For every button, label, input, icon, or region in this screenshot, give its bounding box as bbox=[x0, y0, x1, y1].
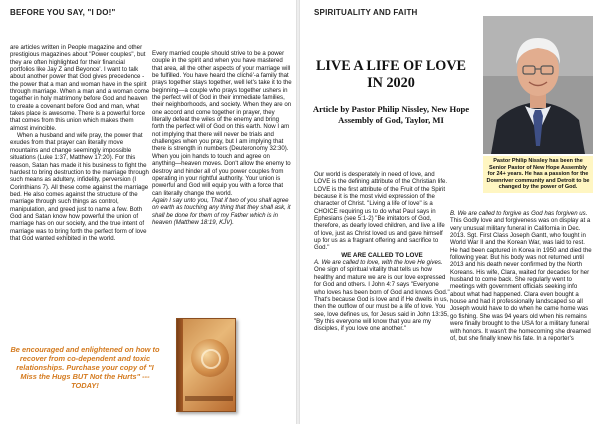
left-column-1 bbox=[10, 44, 150, 242]
right-column-1 bbox=[314, 171, 450, 333]
portrait-illustration bbox=[483, 16, 593, 154]
running-head-left: BEFORE YOU SAY, "I DO!" bbox=[10, 8, 116, 17]
book-art-ring bbox=[201, 349, 221, 369]
running-head-right: SPIRITUALITY AND FAITH bbox=[314, 8, 418, 17]
scripture-quote: Again I say unto you, That if two of you shall agree on earth as touching any thing that they shall ask, it shall be done for them of my Father which is in heaven (Matthew 18:19, KJV). bbox=[152, 196, 291, 226]
paragraph: are articles written in People magazine and other prestigious magazines about "Power couples", but they are often highlighted for their financial portfolios like Jay Z and Beyonce'. I want to talk about another power that God gives precedence -the power that a man and woman have in the spirit through marriage. When a man and a woman come together in holy matrimony before God and heaven to create a covenant before God and man, what takes place is awesome. There is a powerful force that comes from this union which makes them almost invincible. bbox=[10, 44, 150, 132]
article-title: LIVE A LIFE OF LOVE IN 2020 bbox=[315, 58, 467, 91]
book-band bbox=[185, 396, 233, 401]
photo-caption: Pastor Philip Nissley has been the Senior Pastor of New Hope Assembly for 24+ years. He has a passion for the Downriver community and Detroit to be changed by the power of God. bbox=[483, 156, 593, 193]
book-promo-text: Be encouraged and enlightened on how to recover from co-dependent and toxic relationships. Purchase your copy of "I Miss the Hugs BUT Not the Hurts" --- TODAY! bbox=[10, 345, 160, 390]
right-page bbox=[300, 0, 600, 424]
point-b-heading: B. We are called to forgive as God has forgiven us. bbox=[450, 210, 588, 217]
left-page bbox=[0, 0, 296, 424]
book-spine bbox=[177, 319, 183, 411]
paragraph: Our world is desperately in need of love, and LOVE is the defining attribute of the Christian life. LOVE is the first attribute of the Fruit of the Spirit because it is the most vivid expression of the character of Christ. "Living a life of love" is a CHOICE requiring us to do what Paul says in Ephesians (see 5:1-2) "Be imitators of God, therefore, as dearly loved children, and live a life of love, just as Christ loved us and gave himself up for us as a fragrant offering and sacrifice to God." bbox=[314, 171, 448, 252]
pastor-portrait-photo bbox=[483, 16, 593, 154]
point-b bbox=[450, 210, 594, 342]
point-a-text: One sign of spiritual vitality that tells us how healthy and mature we are is our love expressed for God and others. I John 4:7 says "Everyone who loves has been born of God and knows God." That's because God is love and if He dwells in us, then the outflow of our must be a life of love. You see, love defines us, for Jesus said in John 13:35, "By this everyone will know that you are my disciples, if you love one another." bbox=[314, 266, 450, 333]
book-cover-image bbox=[176, 318, 236, 412]
point-a-heading: A. We are called to love, with the love He gives. bbox=[314, 259, 443, 267]
point-a bbox=[314, 259, 450, 332]
section-heading: WE ARE CALLED TO LOVE bbox=[341, 251, 423, 259]
article-byline: Article by Pastor Philip Nissley, New Hope Assembly of God, Taylor, MI bbox=[312, 104, 470, 125]
paragraph: Every married couple should strive to be a power couple in the spirit and when you have mastered that area, all the other aspects of your marriage will be fulfilled. You have heard the cliché'-a family that prays together stays together, well let's take it to the beginning—a couple who prays together ushers in the perfect will of God in their immediate families, their neighborhoods, and society. When they are on one accord and come together in prayer, they literally defeat the wiles of the enemy and bring forth the perfect will of God on this earth. Now I am not implying that there will never be trials and challenges when you pray, but I am implying that there is strength in numbers (Deuteronomy 32:30). When you join hands to touch and agree on anything—heaven moves. Don't allow the enemy to destroy and hinder all of you power couples from operating in your rightful authority. Your union is powerful and God will equip you with a force that can literally change the world. bbox=[152, 50, 292, 197]
article-header bbox=[310, 58, 472, 125]
left-column-2 bbox=[152, 50, 292, 226]
point-b-text: This Godly love and forgiveness was on display at a very unusual military funeral in California in Dec. 2013. Sgt. First Class Joseph Gantt, who fought in World War II and the Korean War, was laid to rest. He had been captured in Korea in 1950 and died the following year. But his body was not returned until 2013 and his death never confirmed by the North Koreans. His wife, Clara, waited for decades for her husband to come back. She regularly went to meetings with government officials seeking info about what had happened. Clara even bought a house and had it professionally landscaped so all Joseph would have to do when he came home was go fishing. She was 94 years old when his remains were finally brought to the USA for a military funeral with honors. It wasn't the homecoming she dreamed of, but she finally knew his fate. In a reporter's bbox=[450, 217, 592, 342]
right-column-2 bbox=[450, 210, 594, 342]
paragraph: When a husband and wife pray, the power that exudes from that prayer can literally move mountains and change seemingly impossible situations (Luke 1:37, Matthew 17:20). For this reason, Satan has made it his business to fight the hardest to bring destruction to the marriage through such means as adultery, infidelity, perversion (I Corinthians 7). All these come against the marriage bed. He also comes against the structure of the marriage through such things as control, manipulation, and greed just to name a few. Both God and Satan know how powerful the union of marriage has on our society, and the true intent of marriage was to bring forth the perfect form of love that God wanted exhibited in the world. bbox=[10, 132, 149, 242]
